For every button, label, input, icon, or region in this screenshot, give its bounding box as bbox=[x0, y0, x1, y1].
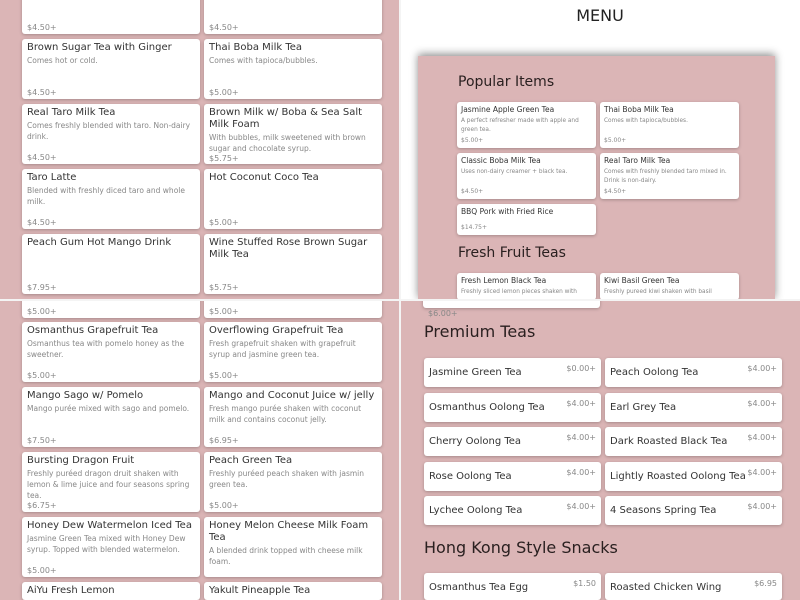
item-name: Brown Sugar Tea with Ginger bbox=[27, 42, 172, 53]
item-name: Honey Melon Cheese Milk Foam Tea bbox=[209, 520, 369, 543]
menu-item-card[interactable] bbox=[600, 273, 739, 300]
menu-item-card[interactable] bbox=[457, 204, 596, 235]
item-name: Classic Boba Milk Tea bbox=[461, 156, 541, 165]
divider bbox=[0, 299, 800, 301]
menu-item-card[interactable] bbox=[22, 0, 200, 34]
menu-screen-drinks-1 bbox=[0, 0, 400, 300]
item-price: $5.00+ bbox=[604, 137, 627, 144]
menu-item-card[interactable] bbox=[424, 496, 601, 525]
item-description: Freshly sliced lemon pieces shaken with bbox=[461, 289, 577, 295]
item-price: $4.00+ bbox=[747, 364, 777, 373]
item-price: $0.00+ bbox=[566, 364, 596, 373]
item-price: $14.75+ bbox=[461, 224, 488, 231]
item-price: $5.75+ bbox=[209, 283, 239, 292]
menu-item-card[interactable] bbox=[204, 0, 382, 34]
item-name: Wine Stuffed Rose Brown Sugar Milk Tea bbox=[209, 237, 368, 260]
item-price: $6.75+ bbox=[27, 501, 57, 510]
item-name: Jasmine Apple Green Tea bbox=[461, 105, 555, 114]
menu-item-card[interactable] bbox=[204, 322, 382, 382]
item-name: Thai Boba Milk Tea bbox=[604, 105, 674, 114]
item-description: A blended drink topped with cheese milk foam. bbox=[209, 546, 363, 566]
item-price: $5.00+ bbox=[209, 88, 239, 97]
menu-item-card[interactable] bbox=[424, 462, 601, 491]
menu-item-card[interactable] bbox=[457, 102, 596, 148]
menu-item-card[interactable] bbox=[22, 452, 200, 512]
item-name: Kiwi Basil Green Tea bbox=[604, 276, 680, 285]
menu-item-card[interactable] bbox=[424, 573, 601, 600]
menu-item-card[interactable] bbox=[424, 393, 601, 422]
section-heading: Fresh Fruit Teas bbox=[458, 245, 566, 261]
menu-item-card[interactable] bbox=[204, 582, 382, 600]
item-name: Peach Gum Hot Mango Drink bbox=[27, 237, 172, 248]
item-name: Mango Sago w/ Pomelo bbox=[27, 390, 144, 401]
menu-item-card[interactable] bbox=[22, 300, 200, 318]
item-name: Hot Coconut Coco Tea bbox=[209, 172, 319, 183]
item-price: $4.00+ bbox=[566, 398, 596, 408]
item-description: Comes with tapioca/bubbles. bbox=[604, 118, 688, 124]
item-price: $4.00+ bbox=[566, 433, 596, 442]
item-description: Mango purée mixed with sago and pomelo. bbox=[27, 404, 190, 413]
item-price: $5.00+ bbox=[209, 501, 239, 510]
item-name: Thai Boba Milk Tea bbox=[209, 42, 303, 53]
item-description: Uses non-dairy creamer + black tea. bbox=[461, 169, 568, 175]
item-name: Lychee Oolong Tea bbox=[429, 505, 523, 516]
menu-item-card[interactable] bbox=[204, 452, 382, 512]
item-name: Overflowing Grapefruit Tea bbox=[209, 325, 344, 336]
item-price: $4.50+ bbox=[27, 88, 57, 97]
item-name: Mango and Coconut Juice w/ jelly bbox=[209, 390, 375, 401]
menu-item-card[interactable] bbox=[605, 573, 782, 600]
menu-item-card[interactable] bbox=[22, 387, 200, 447]
item-description: A perfect refresher made with apple and green tea. bbox=[461, 118, 579, 133]
item-description: With bubbles, milk sweetened with brown sugar and chocolate syrup. bbox=[209, 133, 366, 153]
item-name: Honey Dew Watermelon Iced Tea bbox=[27, 520, 192, 531]
menu-item-card[interactable] bbox=[22, 104, 200, 164]
menu-item-card[interactable] bbox=[204, 234, 382, 294]
item-name: Taro Latte bbox=[27, 172, 77, 183]
item-name: Brown Milk w/ Boba & Sea Salt Milk Foam bbox=[209, 107, 363, 130]
menu-screen-premium bbox=[400, 300, 800, 600]
item-description: Comes hot or cold. bbox=[27, 56, 98, 65]
item-price: $1.50 bbox=[573, 579, 596, 588]
item-price: $6.95 bbox=[754, 579, 777, 588]
item-name: Peach Green Tea bbox=[209, 455, 293, 466]
item-price: $4.50+ bbox=[461, 188, 484, 195]
item-price: $6.00+ bbox=[428, 309, 458, 318]
item-name: Osmanthus Oolong Tea bbox=[429, 401, 545, 413]
item-name: BBQ Pork with Fried Rice bbox=[461, 207, 554, 216]
menu-item-card[interactable] bbox=[204, 517, 382, 577]
item-name: Osmanthus Tea Egg bbox=[429, 582, 529, 593]
item-description: Comes with tapioca/bubbles. bbox=[209, 56, 318, 65]
item-name: AiYu Fresh Lemon bbox=[27, 585, 115, 596]
menu-panel bbox=[418, 56, 775, 300]
menu-item-card[interactable] bbox=[605, 358, 782, 387]
menu-item-card[interactable] bbox=[423, 300, 600, 308]
menu-item-card[interactable] bbox=[22, 322, 200, 382]
menu-item-card[interactable] bbox=[605, 393, 782, 422]
item-price: $4.00+ bbox=[747, 398, 777, 408]
menu-item-card[interactable] bbox=[204, 169, 382, 229]
item-name: Fresh Lemon Black Tea bbox=[461, 276, 547, 285]
item-price: $4.00+ bbox=[747, 467, 777, 477]
item-name: Osmanthus Grapefruit Tea bbox=[27, 325, 159, 336]
item-price: $4.50+ bbox=[27, 153, 57, 162]
page-title: MENU bbox=[576, 6, 624, 25]
menu-item-card[interactable] bbox=[600, 153, 739, 199]
item-price: $5.75+ bbox=[209, 154, 239, 163]
item-name: 4 Seasons Spring Tea bbox=[610, 505, 717, 516]
item-name: Jasmine Green Tea bbox=[429, 367, 522, 378]
item-name: Rose Oolong Tea bbox=[429, 470, 512, 482]
menu-item-card[interactable] bbox=[600, 102, 739, 148]
menu-item-card[interactable] bbox=[605, 427, 782, 456]
item-name: Dark Roasted Black Tea bbox=[610, 436, 728, 447]
menu-item-card[interactable] bbox=[22, 517, 200, 577]
section-heading: Popular Items bbox=[458, 74, 555, 90]
item-name: Cherry Oolong Tea bbox=[429, 436, 522, 447]
item-description: Fresh grapefruit shaken with grapefruit syrup and jasmine green tea. bbox=[209, 339, 356, 359]
item-name: Yakult Pineapple Tea bbox=[209, 585, 311, 596]
item-price: $5.00+ bbox=[27, 566, 57, 575]
item-description: Osmanthus tea with pomelo honey as the sweetner. bbox=[27, 339, 185, 359]
section-heading: Premium Teas bbox=[424, 322, 536, 341]
item-price: $5.00+ bbox=[209, 307, 239, 316]
item-price: $6.95+ bbox=[209, 436, 239, 445]
item-price: $4.00+ bbox=[747, 433, 777, 442]
menu-item-card[interactable] bbox=[204, 300, 382, 318]
item-description: Jasmine Green Tea mixed with Honey Dew syrup. Topped with blended watermelon. bbox=[27, 534, 186, 554]
item-price: $4.50+ bbox=[209, 23, 239, 32]
menu-item-card[interactable] bbox=[424, 427, 601, 456]
item-price: $4.00+ bbox=[566, 502, 596, 511]
item-description: Freshly puréed peach shaken with jasmin green tea. bbox=[209, 469, 365, 489]
menu-item-card[interactable] bbox=[605, 462, 782, 491]
menu-screen-fruit-teas bbox=[0, 300, 400, 600]
item-name: Lightly Roasted Oolong Tea bbox=[610, 470, 746, 482]
item-price: $7.50+ bbox=[27, 436, 57, 445]
menu-item-card[interactable] bbox=[204, 387, 382, 447]
item-description: Fresh mango purée shaken with coconut milk and contains coconut jelly. bbox=[209, 404, 362, 424]
item-name: Roasted Chicken Wing bbox=[610, 582, 722, 593]
menu-item-card[interactable] bbox=[424, 358, 601, 387]
menu-item-card[interactable] bbox=[22, 169, 200, 229]
item-price: $4.50+ bbox=[604, 188, 627, 195]
item-name: Real Taro Milk Tea bbox=[604, 156, 671, 165]
item-name: Bursting Dragon Fruit bbox=[27, 455, 135, 466]
item-name: Earl Grey Tea bbox=[610, 401, 677, 413]
item-description: Freshly pureed kiwi shaken with basil bbox=[604, 289, 712, 295]
item-name: Real Taro Milk Tea bbox=[27, 107, 116, 118]
item-price: $4.50+ bbox=[27, 218, 57, 227]
item-description: Comes with freshly blended taro mixed in. Drink is non-dairy. bbox=[604, 169, 727, 184]
item-price: $5.00+ bbox=[209, 371, 239, 380]
menu-item-card[interactable] bbox=[22, 582, 200, 600]
item-description: Comes freshly blended with taro. Non-dairy drink. bbox=[27, 121, 191, 141]
menu-item-card[interactable] bbox=[204, 104, 382, 164]
menu-item-card[interactable] bbox=[457, 153, 596, 199]
menu-item-card[interactable] bbox=[457, 273, 596, 300]
item-name: Peach Oolong Tea bbox=[610, 367, 699, 378]
item-price: $4.50+ bbox=[27, 23, 57, 32]
item-price: $4.00+ bbox=[566, 467, 596, 477]
item-price: $5.00+ bbox=[461, 137, 484, 144]
menu-item-card[interactable] bbox=[204, 39, 382, 99]
item-description: Blended with freshly diced taro and whole milk. bbox=[27, 186, 185, 206]
menu-screen-top bbox=[400, 0, 800, 300]
item-price: $7.95+ bbox=[27, 283, 57, 292]
menu-item-card[interactable] bbox=[605, 496, 782, 525]
menu-item-card[interactable] bbox=[22, 39, 200, 99]
item-price: $5.00+ bbox=[209, 218, 239, 227]
item-description: Freshly puréed dragon druit shaken with lemon & lime juice and four seasons spring tea. bbox=[27, 469, 190, 500]
section-heading: Hong Kong Style Snacks bbox=[424, 538, 618, 557]
item-price: $5.00+ bbox=[27, 371, 57, 380]
item-price: $5.00+ bbox=[27, 307, 57, 316]
menu-item-card[interactable] bbox=[22, 234, 200, 294]
item-price: $4.00+ bbox=[747, 502, 777, 511]
